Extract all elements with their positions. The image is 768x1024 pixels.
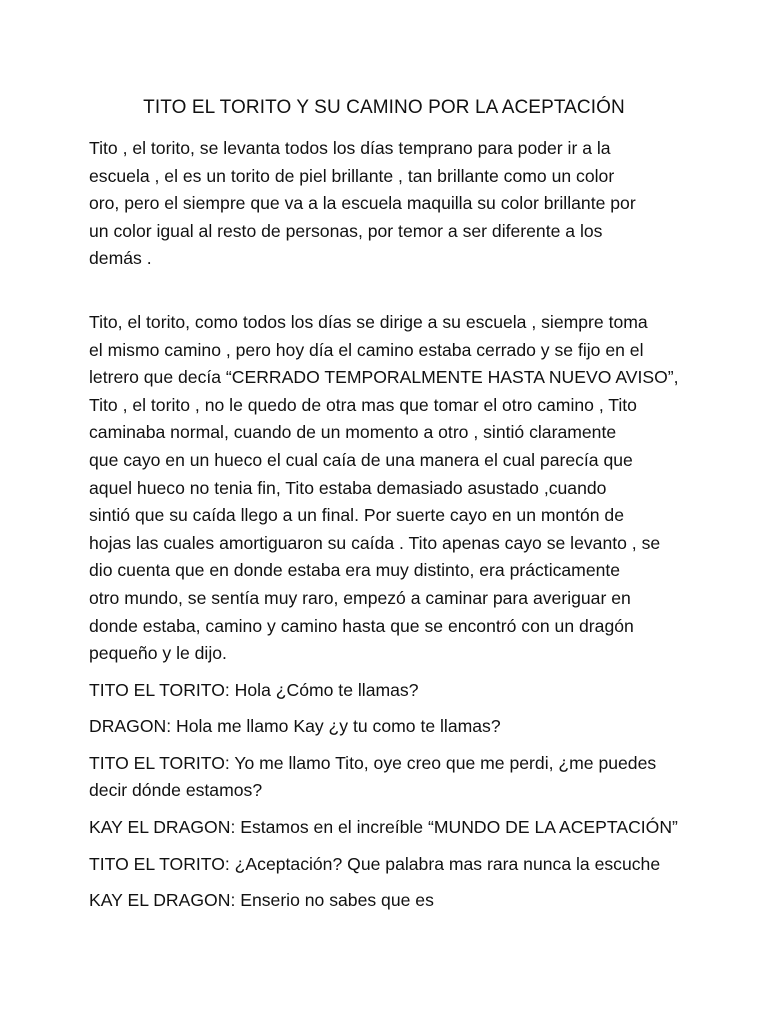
- paragraph-1: [89, 135, 689, 273]
- text-line: aquel hueco no tenia fin, Tito estaba demasiado asustado ,cuando: [89, 477, 607, 498]
- dialogue-line-5: [89, 851, 689, 879]
- text-line: Tito , el torito, se levanta todos los días temprano para poder ir a la: [89, 138, 611, 158]
- dialogue-line-1: [89, 677, 689, 705]
- text-line: otro mundo, se sentía muy raro, empezó a caminar para averiguar en: [89, 587, 631, 608]
- paragraph-spacer: [89, 878, 689, 887]
- text-line: DRAGON: Hola me llamo Kay ¿y tu como te llamas?: [89, 716, 501, 737]
- text-line: escuela , el es un torito de piel brillante , tan brillante como un color: [89, 165, 615, 186]
- paragraph-spacer: [89, 805, 689, 814]
- dialogue-line-6: [89, 887, 689, 915]
- dialogue-line-4: [89, 814, 689, 842]
- text-line: Tito, el torito, como todos los días se dirige a su escuela , siempre toma: [89, 311, 648, 332]
- text-line: demás .: [89, 248, 152, 269]
- text-line: letrero que decía “CERRADO TEMPORALMENTE HASTA NUEVO AVISO”,: [89, 367, 679, 388]
- paragraph-spacer: [89, 842, 689, 851]
- text-line: hojas las cuales amortiguaron su caída . Tito apenas cayo se levanto , se: [89, 532, 661, 553]
- text-line: TITO EL TORITO: Yo me llamo Tito, oye creo que me perdi, ¿me puedes: [89, 752, 657, 773]
- text-line: TITO EL TORITO: ¿Aceptación? Que palabra mas rara nunca la escuche: [89, 853, 661, 874]
- text-line: sintió que su caída llego a un final. Por suerte cayo en un montón de: [89, 505, 625, 526]
- text-line: donde estaba, camino y camino hasta que se encontró con un dragón: [89, 615, 634, 636]
- paragraph-spacer: [89, 704, 689, 713]
- text-line: decir dónde estamos?: [89, 780, 263, 801]
- document-title: TITO EL TORITO Y SU CAMINO POR LA ACEPTACIÓN: [143, 97, 625, 118]
- paragraph-2: [89, 309, 689, 668]
- text-line: dio cuenta que en donde estaba era muy distinto, era prácticamente: [89, 560, 621, 581]
- dialogue-line-3: [89, 750, 689, 805]
- text-line: el mismo camino , pero hoy día el camino estaba cerrado y se fijo en el: [89, 339, 644, 360]
- paragraph-spacer: [89, 273, 689, 309]
- text-line: KAY EL DRAGON: Estamos en el increíble “MUNDO DE LA ACEPTACIÓN”: [89, 817, 678, 838]
- text-line: que cayo en un hueco el cual caía de una manera el cual parecía que: [89, 449, 633, 470]
- text-line: pequeño y le dijo.: [89, 643, 227, 664]
- text-line: oro, pero el siempre que va a la escuela maquilla su color brillante por: [89, 193, 636, 214]
- text-line: caminaba normal, cuando de un momento a otro , sintió claramente: [89, 422, 617, 443]
- document-body: [89, 135, 689, 915]
- paragraph-spacer: [89, 668, 689, 677]
- text-line: un color igual al resto de personas, por temor a ser diferente a los: [89, 220, 603, 241]
- text-line: KAY EL DRAGON: Enserio no sabes que es: [89, 890, 434, 911]
- text-line: TITO EL TORITO: Hola ¿Cómo te llamas?: [89, 679, 419, 700]
- text-line: Tito , el torito , no le quedo de otra mas que tomar el otro camino , Tito: [89, 394, 637, 415]
- dialogue-line-2: [89, 713, 689, 741]
- paragraph-spacer: [89, 741, 689, 750]
